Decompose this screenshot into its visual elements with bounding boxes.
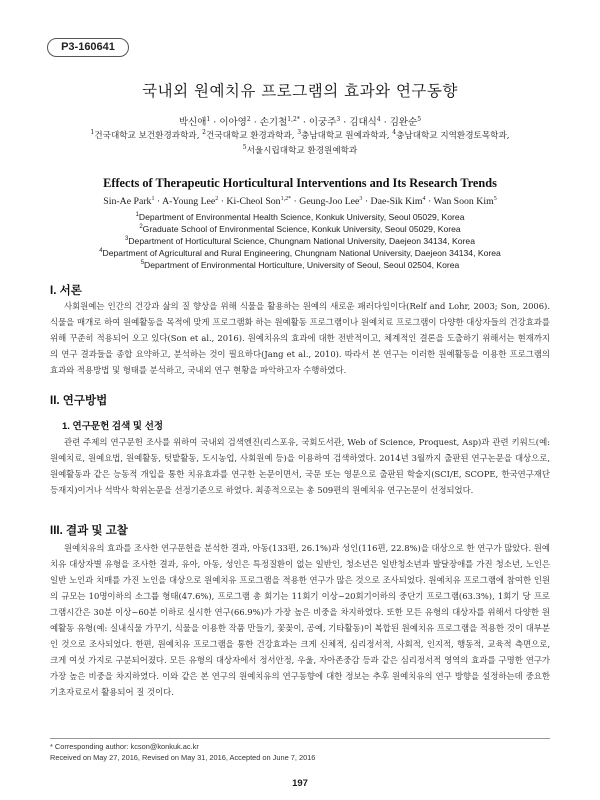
english-author: Sin-Ae Park xyxy=(103,196,152,207)
section-heading-introduction: I. 서론 xyxy=(50,285,82,297)
english-affiliation: $^2$Graduate School of Environmental Science, Konkuk University, Seoul 05029, Korea xyxy=(139,224,461,234)
page-number: 197 xyxy=(292,778,308,789)
english-author: Wan Soon Kim xyxy=(433,196,494,207)
korean-author: 손기철 xyxy=(259,117,288,128)
korean-author: 박신애 xyxy=(178,117,207,128)
english-author: Ki-Cheol Son xyxy=(226,196,281,207)
footnote-divider xyxy=(50,738,550,739)
korean-author: 김대식 xyxy=(349,117,377,128)
received-dates-footnote: Received on May 27, 2016, Revised on May 31, 2016, Accepted on June 7, 2016 xyxy=(50,753,316,762)
korean-author-list: 박신애$^1$ · 이아영$^2$ · 손기철$^{1,2*}$ · 이궁주$^3$ · 김대식$^4$ · 김완순$^5$ xyxy=(178,116,422,128)
english-author: Geung-Joo Lee xyxy=(299,196,360,207)
korean-author: 이궁주 xyxy=(308,117,337,128)
korean-author: 김완순 xyxy=(389,117,418,128)
results-paragraph: 원예치유의 효과를 조사한 연구문헌을 분석한 결과, 아동(133편, 26.1%)과 성인(116편, 22.8%)을 대상으로 한 연구가 많았다. 원예치유 대상자별 유형을 조사한 결과, 유아, 아동, 성인은 특정질환이 없는 일반인, 청소년은 일반청소년과 발달장애를 가진 청소년, 노인은 일반 노인과 치매를 가진 노인을 대상으로 원예치유 프로그램을 적용한 연구가 많은 것으로 조사되었다. 원예치유 프로그램에 참여한 인원의 규모는 10명이하의 소그룹 형태(47.6%), 프로그램 총 회기는 11회기 이상~20회기이하의 중단기 프로그램(63.3%), 1회기 당 프로그램시간은 30분 이상~60분 이하로 실시한 연구(66.9%)가 가장 높은 비중을 차지하였다. 또한 모든 유형의 대상자를 위해서 다양한 원예활동 유형(예: 실내식물 가꾸기, 식물을 이용한 작품 만들기, 꽃꽂이, 공예, 기타활동)이 복합된 원예치유 프로그램을 적용한 것이 대부분인 것으로 조사되었다. 한편, 원예치유 프로그램을 통한 건강효과는 크게 신체적, 심리정서적, 사회적, 인지적, 행동적, 교육적 측면으로, 크게 여섯 가지로 구분되어졌다. 모든 유형의 대상자에서 정서안정, 우울, 자아존중감 등과 같은 심리정서적 영역의 효과를 구명한 연구가 가장 높은 비중을 차지하였다. 이와 같은 본 연구의 원예치유의 연구동향에 대한 정보는 추후 원예치유의 연구 방향을 설정하는데 중요한 기초자료로서 활용되어 질 것이다. xyxy=(50,543,550,697)
english-author-list: Sin-Ae Park$^1$ · A-Young Lee$^2$ · Ki-Cheol Son$^{1,2*}$ · Geung-Joo Lee$^3$ · Dae-Sik Kim$^4$ · Wan Soon Kim$^5$ xyxy=(103,196,497,207)
english-title: Effects of Therapeutic Horticultural Interventions and Its Research Trends xyxy=(103,176,497,190)
introduction-paragraph: 사회원예는 인간의 건강과 삶의 질 향상을 위해 식물을 활용하는 원예의 새로운 패러다임이다(Relf and Lohr, 2003; Son, 2006). 식물을 매개로 하여 원예활동을 목적에 맞게 프로그램화 하는 원예활동 프로그램이나 원예치료 프로그램이 다양한 대상자들의 건강효과를 위해 꾸준히 적용되어 오고 있다(Son et al., 2016). 원예치유의 효과에 대한 전반적이고, 체계적인 결론을 도출하기 위해서는 현재까지의 연구 결과들을 종합 요약하고, 분석하는 것이 필요하다(Jang et al., 2010). 따라서 본 연구는 이러한 원예활동을 이용한 프로그램의 효과와 적용방법 및 형태를 분석하고, 국내외 연구 현황을 파악하고자 수행하였다. xyxy=(50,301,550,375)
english-affiliation: $^3$Department of Horticultural Science, Chungnam National University, Daejeon 34134, Korea xyxy=(125,236,475,246)
english-affiliation: $^5$Department of Environmental Horticulture, University of Seoul, Seoul 02504, Korea xyxy=(140,260,460,270)
subsection-heading-literature-search: 1. 연구문헌 검색 및 선정 xyxy=(62,421,164,432)
section-heading-results: III. 결과 및 고찰 xyxy=(50,525,128,537)
methods-paragraph: 관련 주제의 연구문헌 조사를 위하여 국내외 검색엔진(리스포유, 국회도서관, Web of Science, Proquest, Asp)과 관련 키워드(예: 원예치료, 원예요법, 원예활동, 텃밭활동, 도시농업, 사회원예 등)을 이용하여 검색하였다. 2014년 3월까지 출판된 연구논문을 대상으로, 원예활동과 같은 능동적 개입을 통한 치유효과를 연구한 논문이면서, 국문 또는 영문으로 출판된 학술지(SCI/E, SCOPE, 한국연구재단 등재지)이거나 석박사 학위논문을 선정기준으로 하였다. 최종적으로는 총 509편의 원예치유 연구논문이 선정되었다. xyxy=(50,437,550,495)
paper-code-badge: P3-160641 xyxy=(47,38,129,57)
english-author: Dae-Sik Kim xyxy=(370,196,423,207)
korean-affiliation-line: $^1$건국대학교 보건환경과학과, $^2$건국대학교 환경과학과, $^3$충남대학교 원예과학과, $^4$충남대학교 지역환경토목학과, xyxy=(90,129,510,141)
korean-author: 이아영 xyxy=(219,117,247,128)
english-author: A-Young Lee xyxy=(162,196,216,207)
korean-title: 국내외 원예치유 프로그램의 효과와 연구동향 xyxy=(142,82,458,100)
korean-affiliation-line: $^5$서울시립대학교 환경원예학과 xyxy=(242,144,358,156)
english-affiliation: $^4$Department of Agricultural and Rural Engineering, Chungnam National University, Daejeon 34134, Korea xyxy=(99,248,501,258)
english-affiliation: $^1$Department of Environmental Health Science, Konkuk University, Seoul 05029, Korea xyxy=(135,212,465,222)
corresponding-author-footnote: * Corresponding author: kcson@konkuk.ac.kr xyxy=(50,742,199,751)
section-heading-methods: II. 연구방법 xyxy=(50,395,108,407)
